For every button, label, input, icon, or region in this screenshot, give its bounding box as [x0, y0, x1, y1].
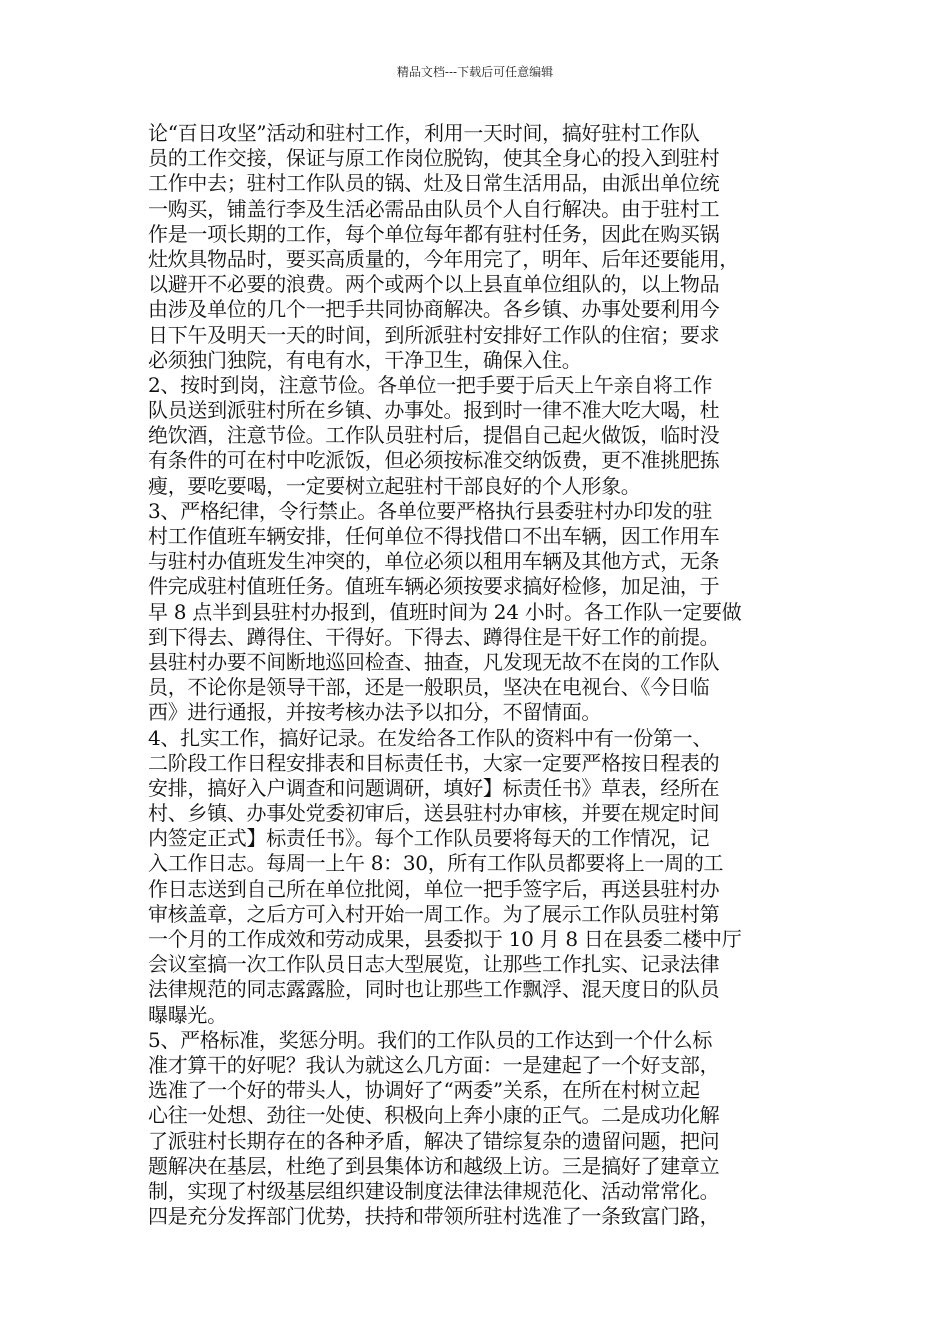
- text-line: 2、按时到岗，注意节俭。各单位一把手要于后天上午亲自将工作: [148, 372, 713, 397]
- text-line: 3、严格纪律，令行禁止。各单位要严格执行县委驻村办印发的驻: [148, 498, 713, 523]
- text-line: 队员送到派驻村所在乡镇、办事处。报到时一律不准大吃大喝，杜: [148, 398, 720, 423]
- document-body: [148, 121, 820, 1229]
- text-line: 审核盖章，之后方可入村开始一周工作。为了展示工作队员驻村第: [148, 901, 720, 926]
- text-line: 内签定正式】标责任书》。每个工作队员要将每天的工作情况，记: [148, 826, 710, 851]
- text-line: 绝饮酒，注意节俭。工作队员驻村后，提倡自己起火做饭，临时没: [148, 423, 720, 448]
- text-line: 4、扎实工作，搞好记录。在发给各工作队的资料中有一份第一、: [148, 725, 713, 750]
- text-line: 安排，搞好入户调查和问题调研，填好】标责任书》草表，经所在: [148, 775, 720, 800]
- text-line: 西》进行通报，并按考核办法予以扣分，不留情面。: [148, 700, 602, 725]
- text-line: 瘦，要吃要喝，一定要树立起驻村干部良好的个人形象。: [148, 473, 641, 498]
- text-line: 灶炊具物品时，要买高质量的，今年用完了，明年、后年还要能用，: [148, 246, 739, 271]
- text-line: 准才算干的好呢？我认为就这么几方面：一是建起了一个好支部，: [148, 1052, 720, 1077]
- text-line: 由涉及单位的几个一把手共同协商解决。各乡镇、办事处要利用今: [148, 297, 720, 322]
- text-line: 员，不论你是领导干部，还是一般职员，坚决在电视台、《今日临: [148, 675, 710, 700]
- text-line: 员的工作交接，保证与原工作岗位脱钩，使其全身心的投入到驻村: [148, 146, 720, 171]
- text-line: 县驻村办要不间断地巡回检查、抽查，凡发现无故不在岗的工作队: [148, 649, 720, 674]
- text-line: 早 8 点半到县驻村办报到，值班时间为 24 小时。各工作队一定要做: [148, 599, 742, 624]
- text-line: 题解决在基层，杜绝了到县集体访和越级上访。三是搞好了建章立: [148, 1153, 720, 1178]
- text-line: 村工作值班车辆安排，任何单位不得找借口不出车辆，因工作用车: [148, 524, 720, 548]
- text-line: 与驻村办值班发生冲突的，单位必须以租用车辆及其他方式，无条: [148, 549, 720, 574]
- text-line: 曝曝光。: [148, 1002, 227, 1027]
- text-line: 法律规范的同志露露脸，同时也让那些工作飘浮、混天度日的队员: [148, 977, 720, 1002]
- text-line: 二阶段工作日程安排表和目标责任书，大家一定要严格按日程表的: [148, 750, 720, 775]
- text-line: 有条件的可在村中吃派饭，但必须按标准交纳饭费，更不准挑肥拣: [148, 448, 720, 473]
- text-line: 日下午及明天一天的时间，到所派驻村安排好工作队的住宿；要求: [148, 322, 720, 347]
- text-line: 村、乡镇、办事处党委初审后，送县驻村办审核，并要在规定时间: [148, 801, 720, 826]
- text-line: 选准了一个好的带头人，协调好了“两委”关系，在所在村树立起: [148, 1078, 700, 1103]
- page-header: 精品文档---下载后可任意编辑: [396, 65, 554, 79]
- text-line: 心往一处想、劲往一处使、积极向上奔小康的正气。二是成功化解: [148, 1103, 720, 1128]
- text-line: 以避开不必要的浪费。两个或两个以上县直单位组队的，以上物品: [148, 272, 720, 297]
- text-line: 论“百日攻坚”活动和驻村工作，利用一天时间，搞好驻村工作队: [148, 121, 700, 145]
- text-line: 制，实现了村级基层组织建设制度法律法律规范化、活动常常化。: [148, 1178, 720, 1203]
- text-line: 到下得去、蹲得住、干得好。下得去、蹲得住是干好工作的前提。: [148, 624, 720, 649]
- text-line: 会议室搞一次工作队员日志大型展览，让那些工作扎实、记录法律: [148, 952, 720, 977]
- text-line: 入工作日志。每周一上午 8：30，所有工作队员都要将上一周的工: [148, 851, 724, 876]
- text-line: 一个月的工作成效和劳动成果，县委拟于 10 月 8 日在县委二楼中厅: [148, 927, 742, 951]
- text-line: 作是一项长期的工作，每个单位每年都有驻村任务，因此在购买锅: [148, 221, 720, 246]
- text-line: 工作中去；驻村工作队员的锅、灶及日常生活用品，由派出单位统: [148, 171, 720, 196]
- text-line: 作日志送到自己所在单位批阅，单位一把手签字后，再送县驻村办: [148, 876, 720, 901]
- text-line: 必须独门独院，有电有水，干净卫生，确保入住。: [148, 347, 582, 372]
- text-line: 件完成驻村值班任务。值班车辆必须按要求搞好检修，加足油，于: [148, 574, 720, 599]
- text-line: 四是充分发挥部门优势，扶持和带领所驻村选准了一条致富门路，: [148, 1204, 720, 1229]
- text-line: 了派驻村长期存在的各种矛盾，解决了错综复杂的遗留问题，把问: [148, 1128, 720, 1153]
- text-line: 一购买，铺盖行李及生活必需品由队员个人自行解决。由于驻村工: [148, 196, 720, 221]
- text-line: 5、严格标准，奖惩分明。我们的工作队员的工作达到一个什么标: [148, 1027, 713, 1052]
